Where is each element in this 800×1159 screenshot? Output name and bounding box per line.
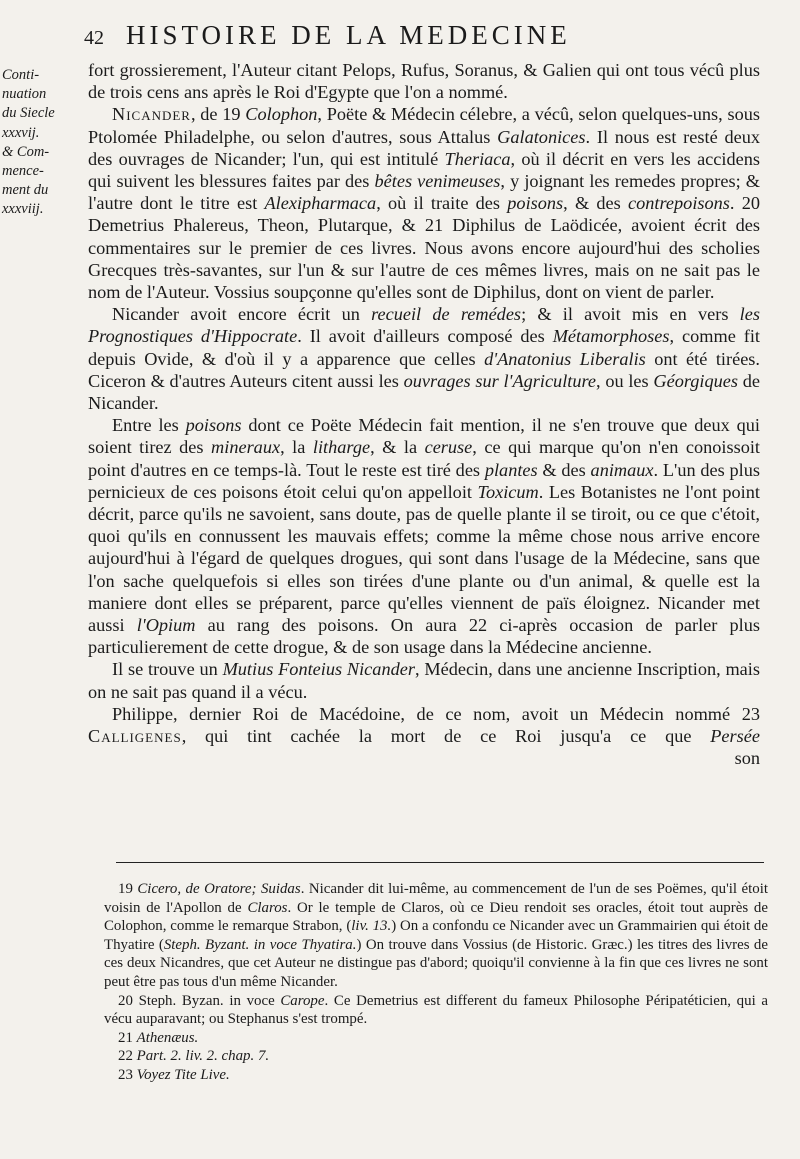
text-run: Nicander avoit encore écrit un	[112, 304, 372, 325]
text-run: , comme fit depuis Ovide, & d'où il y a apparence que celles	[88, 326, 760, 369]
text-run: . Nicander dit lui-même, au commencement de l'un de ses Poëmes, qu'il étoit voisin de l'Apollon de	[104, 881, 768, 916]
italic-run: bêtes venimeuses	[374, 171, 501, 192]
catchword: son	[734, 748, 760, 769]
italic-run: poisons	[185, 415, 242, 436]
footnotes	[104, 880, 768, 1085]
text-run: ; & il avoit mis en vers	[521, 304, 740, 325]
italic-run: mineraux	[211, 437, 281, 458]
italic-run: plantes	[484, 459, 538, 480]
footnote-19	[104, 880, 768, 992]
italic-run: recueil de remédes	[371, 304, 522, 325]
margin-note-line: ment du	[2, 182, 49, 199]
italic-run: Voyez Tite Live.	[136, 1066, 230, 1083]
text-run: Il se trouve un	[112, 659, 223, 680]
italic-run: Steph. Byzant. in voce Thyatira.	[163, 936, 357, 953]
italic-run: l'Opium	[136, 615, 196, 636]
italic-run: Métamorphoses	[552, 326, 670, 347]
text-run: 23	[118, 1066, 137, 1083]
italic-run: liv. 13.	[351, 918, 392, 935]
text-run: ) On a confondu ce Nicander avec un Grammairien qui étoit de Thyatire (	[104, 918, 768, 953]
person-name: Calligenes	[88, 726, 182, 747]
italic-run: Part. 2. liv. 2. chap. 7.	[136, 1048, 270, 1065]
margin-note-line: nuation	[2, 86, 47, 103]
italic-run: Persée	[710, 726, 760, 747]
text-run: , où il traite des	[376, 193, 508, 214]
paragraph-continuation	[88, 59, 760, 103]
text-run: fort grossierement, l'Auteur citant Pelops, Rufus, Soranus, & Galien qui ont tous vécû plus de trois cens ans après le Roi d'Egypte que l'on a nommé.	[88, 60, 760, 103]
person-name: Nicander	[112, 104, 191, 125]
footnote-21	[104, 1029, 768, 1048]
text-run: , ce qui marque qu'on n'en conoissoit point d'autres en ce temps-là. Tout le reste est tiré des	[88, 437, 760, 480]
italic-run: Cicero, de Oratore; Suidas	[137, 881, 301, 897]
italic-run: d'Anatonius Liberalis	[484, 348, 646, 369]
paragraph-recueil	[88, 303, 760, 414]
footnote-20	[104, 992, 768, 1029]
footnote-22	[104, 1047, 768, 1066]
italic-run: Géorgiques	[653, 370, 739, 391]
paragraph-philippe	[88, 703, 760, 747]
text-run: , qui tint cachée la mort de ce Roi jusqu'a ce que	[181, 726, 711, 747]
text-run: de Nicander.	[88, 370, 760, 414]
italic-run: Theriaca	[444, 148, 511, 169]
italic-run: Toxicum	[477, 481, 539, 502]
text-run: , ou les	[596, 370, 654, 391]
main-text	[88, 59, 760, 770]
text-run: , Médecin, dans une ancienne Inscription, mais on ne sait pas quand il a vécu.	[88, 659, 760, 702]
italic-run: ouvrages sur l'Agriculture	[403, 370, 597, 391]
italic-run: Colophon	[245, 104, 318, 125]
text-run: . Il nous est resté deux des ouvrages de Nicander; l'un, qui est intitulé	[88, 126, 760, 169]
italic-run: Alexipharmaca	[264, 193, 377, 214]
text-run: . 20 Demetrius Phalereus, Theon, Plutarque, & 21 Diphilus de Laödicée, avoient écrit des commentaires sur le premier de ces livres. Nous avons encore aujourd'hui des scholies Grecques très-savantes, sur l'un & sur l'autre de ces mêmes livres, mais on ne sait pas le nom de l'Auteur. Vossius soupçonne qu'elles sont de Diphilus, dont on vient de parler.	[88, 193, 761, 303]
footnote-23	[104, 1066, 768, 1085]
text-run: . Il avoit d'ailleurs composé des	[297, 326, 553, 347]
text-run: 19	[118, 881, 138, 897]
text-run: . Ce Demetrius est different du fameux Philosophe Péripatéticien, qui a vécu auparavant; ou Stephanus s'est trompé.	[104, 992, 768, 1028]
italic-run: litharge	[312, 437, 371, 458]
footnote-rule	[116, 862, 764, 863]
text-run: , Poëte & Médecin célebre, a vécû, selon quelques-uns, sous Ptolomée Philadelphe, ou selon d'autres, sous Attalus	[88, 104, 760, 147]
text-run: , de 19	[190, 104, 246, 125]
text-run: ) On trouve dans Vossius (de Historic. Græc.) les titres des livres de ces deux Nicandres, que cet Auteur ne distingue pas d'abord; quoiqu'il convienne à la fin que ces livres ne sont peut être pas tous d'un même Nicander.	[104, 936, 768, 990]
text-run: , & la	[370, 437, 425, 458]
text-run: , & des	[563, 193, 629, 214]
text-run: . Les Botanistes ne l'ont point décrit, parce qu'ils ne savoient, sans doute, pas de quelle plante il se tiroit, ou ce que c'étoit, quoi qu'ils en connussent les mauvais effets; comme la même chose nous arrive encore aujourd'hui à l'égard de quelques drogues, qui sont dans l'usage de la Médecine, sans que l'on sache quelquefois si elles son tirées d'une plante ou d'un animal, & quelle est la maniere dont elles se préparent, parce qu'elles viennent de païs éloignez. Nicander met aussi	[88, 481, 760, 636]
margin-note-line: Conti-	[2, 67, 40, 83]
margin-note-line: & Com-	[2, 143, 50, 160]
italic-run: Claros	[247, 899, 288, 916]
text-run: & des	[537, 459, 591, 480]
text-run: , la	[280, 437, 313, 458]
text-run: . L'un des plus pernicieux de ces poisons étoit celui qu'on appelloit	[88, 459, 760, 502]
page-number: 42	[84, 27, 104, 49]
italic-run: Athenæus.	[136, 1029, 199, 1046]
italic-run: poisons	[507, 193, 564, 214]
italic-run: ceruse	[424, 437, 473, 458]
text-run: 21	[118, 1029, 137, 1046]
italic-run: Carope	[280, 992, 325, 1009]
margin-note-line: xxxviij.	[2, 201, 44, 218]
running-head: HISTOIRE DE LA MEDECINE	[126, 20, 571, 50]
text-run: au rang des poisons. On aura 22 ci-après occasion de parler plus particulierement de cette drogue, & de son usage dans la Médecine ancienne.	[88, 615, 760, 658]
text-run: . Or le temple de Claros, où ce Dieu rendoit ses oracles, étoit tout auprès de Colophon, comme le remarque Strabon, (	[104, 899, 768, 935]
italic-run: animaux	[590, 459, 654, 480]
italic-run: les Prognostiques d'Hippocrate	[88, 304, 760, 347]
text-run: 22	[118, 1048, 137, 1065]
text-run: Philippe, dernier Roi de Macédoine, de ce nom, avoit un Médecin nommé 23	[112, 703, 760, 724]
italic-run: Galatonices	[497, 126, 586, 147]
margin-note-line: mence-	[2, 163, 44, 180]
paragraph-poisons	[88, 414, 760, 658]
text-run: ont été tirées. Ciceron & d'autres Auteurs citent aussi les	[88, 348, 760, 391]
margin-note-line: du Siecle	[2, 105, 55, 122]
text-run: dont ce Poëte Médecin fait mention, il ne s'en trouve que deux qui soient tirez des	[88, 415, 760, 458]
text-run: 20 Steph. Byzan. in voce	[118, 992, 281, 1009]
text-run: , y joignant les remedes propres; & l'autre dont le titre est	[88, 171, 760, 214]
page-header	[84, 20, 774, 60]
margin-note	[2, 66, 82, 220]
text-run: Entre les	[112, 415, 186, 436]
margin-note-line: xxxvij.	[2, 124, 40, 141]
paragraph-nicander	[88, 103, 760, 303]
italic-run: contrepoisons	[628, 193, 730, 214]
italic-run: Mutius Fonteius Nicander	[222, 659, 415, 680]
paragraph-mutius	[88, 658, 760, 702]
text-run: , où il décrit en vers les accidens qui suivent les blessures faites par des	[88, 148, 760, 192]
